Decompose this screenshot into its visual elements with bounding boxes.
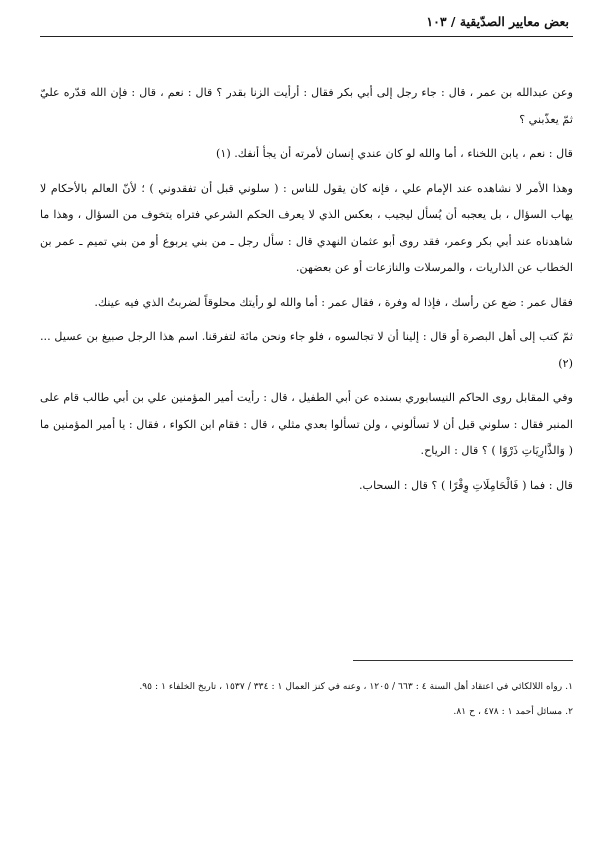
footnote-separator — [353, 660, 573, 661]
paragraph-2: قال : نعم ، يابن اللخناء ، أما والله لو كان عندي إنسان لأمرته أن يجأ أنفك. (١) — [215, 147, 573, 160]
paragraph-7: قال : فما ( فَالْحَامِلَاتِ وِقْرًا ) ؟ قال : السحاب. — [358, 478, 573, 492]
footnote-2: ٢. مسائل أحمد ١ : ٤٧٨ ، ح ٨١. — [453, 706, 573, 717]
header-rule — [40, 36, 573, 37]
paragraph-3: وهذا الأمر لا نشاهده عند الإمام علي ، فإنه كان يقول للناس : ( سلوني قبل أن تفقدوني ) ؛ لأنّ العالم بالأحكام لا يهاب السؤال ، بل يعجبه أن يُسأل ليجيب ، بعكس الذي لا يعرف الحكم الشرعي فتراه يتخوف من السؤال ، وهذا ما شاهدناه عند أبي بكر وعمر، فقد روى أبو عثمان النهدي قال : سأل رجل ـ من بني يربوع أو من بني تميم ـ عمر بن الخطاب عن الذاريات ، والمرسلات والنازعات أو عن بعضهن. — [40, 181, 573, 274]
footnotes — [40, 676, 573, 726]
paragraph-4: فقال عمر : ضع عن رأسك ، فإذا له وفرة ، فقال عمر : أما والله لو رأيتك محلوقاً لضربتُ الذي فيه عينك. — [94, 295, 573, 309]
paragraph-6: وفي المقابل روى الحاكم النيسابوري بسنده عن أبي الطفيل ، قال : رأيت أمير المؤمنين علي بن أبي طالب قام على المنبر فقال : سلوني قبل أن لا تسألوني ، ولن تسألوا بعدي مثلي ، قال : فقام ابن الكواء ، فقال : يا أمير المؤمنين ما ( وَالذَّارِيَاتِ ذَرْوًا ) ؟ قال : الرياح. — [40, 391, 573, 457]
paragraph-5: ثمّ كتب إلى أهل البصرة أو قال : إلينا أن لا تجالسوه ، فلو جاء ونحن مائة لتفرقنا. اسم هذا الرجل صبيغ بن عسيل ... (٢) — [40, 330, 573, 370]
paragraph-1: وعن عبدالله بن عمر ، قال : جاء رجل إلى أبي بكر فقال : أرأيت الزنا بقدر ؟ قال : نعم ، قال : فإن الله قدّره عليّ ثمّ يعذّبني ؟ — [40, 86, 573, 126]
footnote-1: ١. رواه اللالكائي في اعتقاد أهل السنة ٤ : ٦٦٣ / ١٢٠٥ ، وعنه في كنز العمال ١ : ٣٣٤ / ١٥٣٧ ، تاريخ الخلفاء ١ : ٩٥. — [139, 681, 573, 692]
main-text — [40, 80, 573, 507]
running-header: بعض معايير الصدّيقية / ١٠٣ — [426, 14, 569, 29]
